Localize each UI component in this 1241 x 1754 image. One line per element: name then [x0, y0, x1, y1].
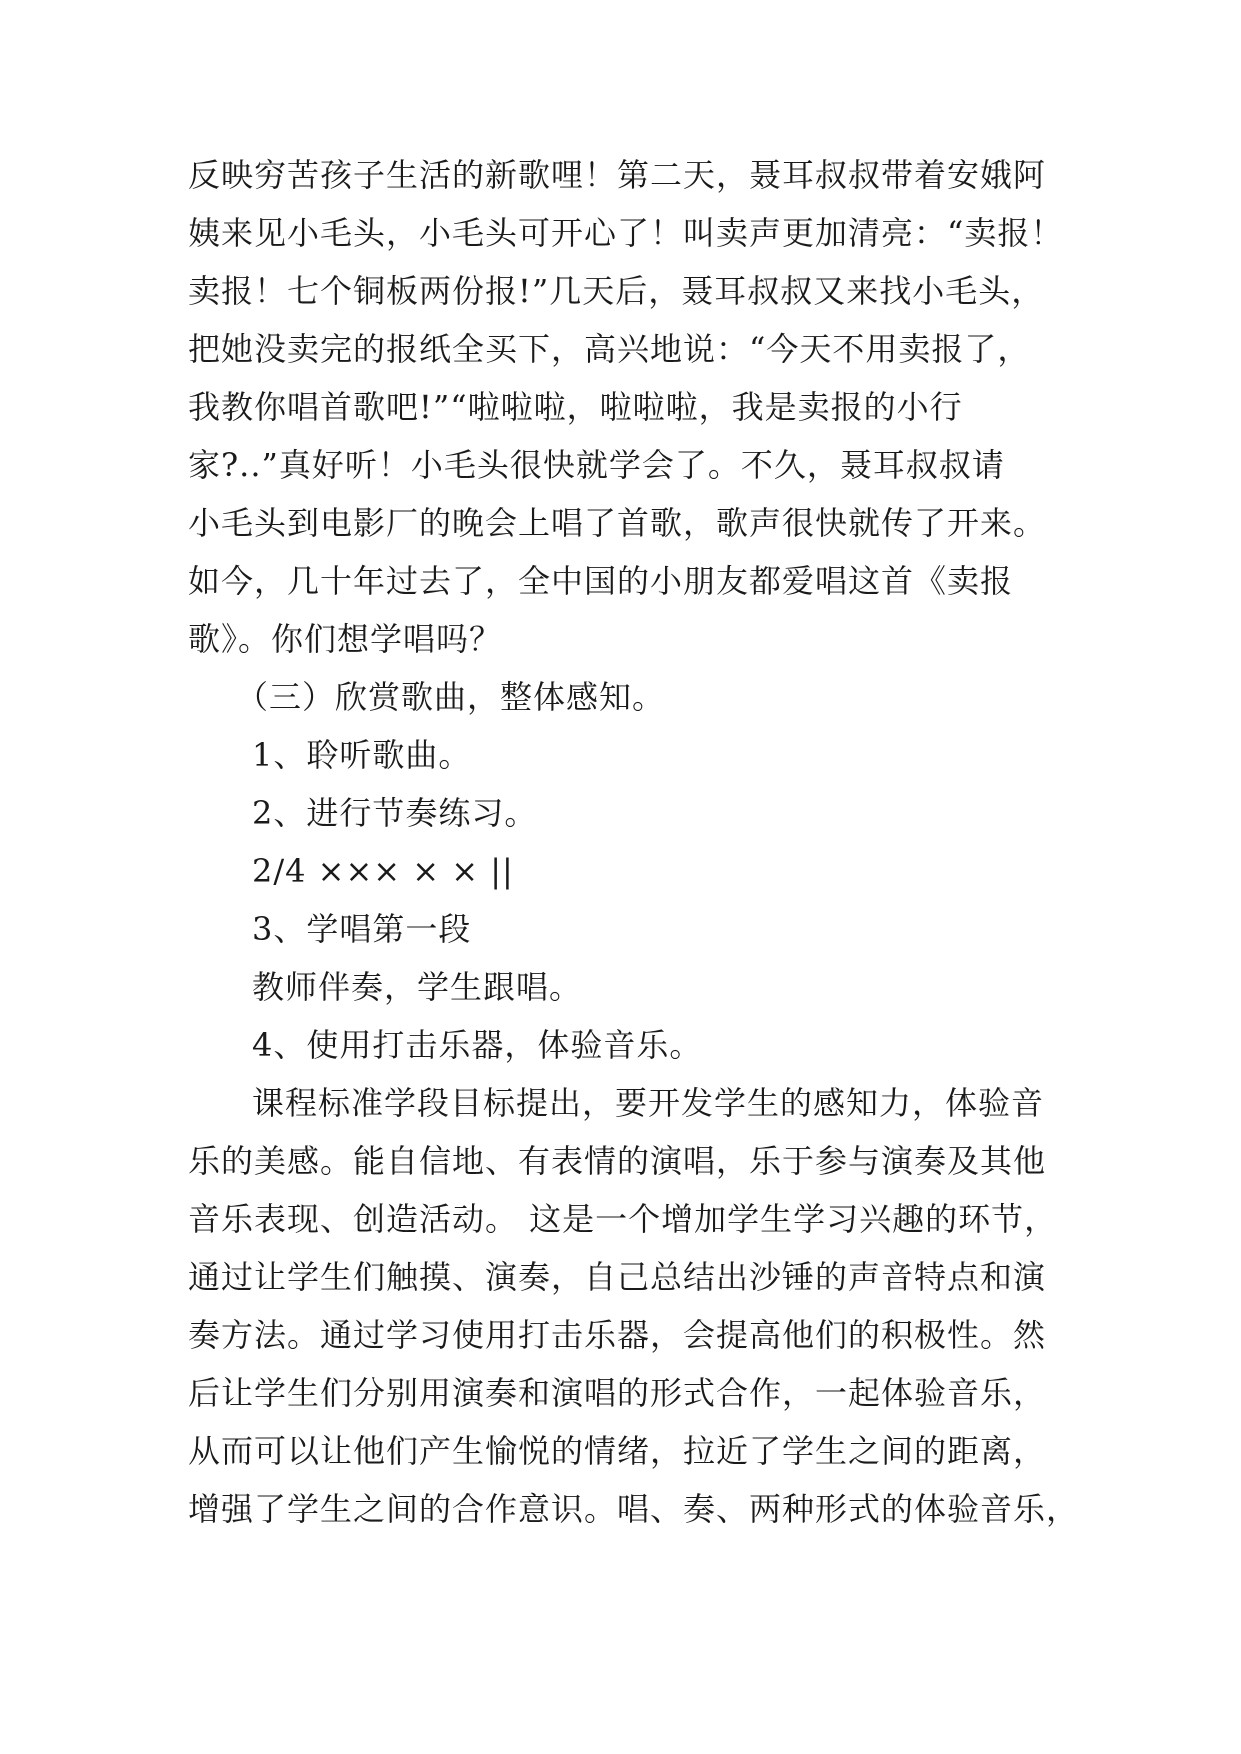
list-item: 3、学唱第一段 — [252, 910, 472, 948]
paragraph-line: 小毛头到电影厂的晚会上唱了首歌，歌声很快就传了开来。 — [188, 504, 1047, 542]
paragraph-line: 后让学生们分别用演奏和演唱的形式合作，一起体验音乐， — [188, 1374, 1047, 1412]
paragraph-line: 通过让学生们触摸、演奏，自己总结出沙锤的声音特点和演 — [188, 1258, 1047, 1296]
paragraph-line: 反映穷苦孩子生活的新歌哩！第二天，聂耳叔叔带着安娥阿 — [188, 156, 1047, 194]
paragraph-line: 家?..”真好听！小毛头很快就学会了。不久，聂耳叔叔请 — [188, 446, 1005, 484]
list-item-detail: 教师伴奏，学生跟唱。 — [252, 968, 583, 1006]
paragraph-line: 把她没卖完的报纸全买下，高兴地说：“今天不用卖报了， — [188, 330, 1031, 368]
paragraph-line: 卖报！七个铜板两份报!”几天后，聂耳叔叔又来找小毛头， — [188, 272, 1045, 310]
paragraph-line: 姨来见小毛头，小毛头可开心了！叫卖声更加清亮：“卖报！ — [188, 214, 1064, 252]
paragraph-line: 从而可以让他们产生愉悦的情绪，拉近了学生之间的距离， — [188, 1432, 1047, 1470]
paragraph-line: 音乐表现、创造活动。 这是一个增加学生学习兴趣的环节， — [188, 1200, 1058, 1238]
list-item: 2、进行节奏练习。 — [252, 794, 538, 832]
list-item: 4、使用打击乐器，体验音乐。 — [252, 1026, 703, 1064]
paragraph-line: 课程标准学段目标提出，要开发学生的感知力，体验音 — [252, 1084, 1045, 1122]
document-body — [188, 146, 1080, 1538]
paragraph-line: 奏方法。通过学习使用打击乐器，会提高他们的积极性。然 — [188, 1316, 1047, 1354]
paragraph-line: 歌》。你们想学唱吗？ — [188, 620, 503, 658]
rhythm-notation: 2/4 ××× × × || — [252, 852, 514, 890]
paragraph-line: 如今，几十年过去了，全中国的小朋友都爱唱这首《卖报 — [188, 562, 1014, 600]
paragraph-line: 乐的美感。能自信地、有表情的演唱，乐于参与演奏及其他 — [188, 1142, 1047, 1180]
list-item: 1、聆听歌曲。 — [252, 736, 472, 774]
section-heading: （三）欣赏歌曲，整体感知。 — [236, 678, 666, 716]
paragraph-line: 增强了学生之间的合作意识。唱、奏、两种形式的体验音乐， — [188, 1490, 1080, 1528]
paragraph-line: 我教你唱首歌吧!”“啦啦啦，啦啦啦，我是卖报的小行 — [188, 388, 963, 426]
